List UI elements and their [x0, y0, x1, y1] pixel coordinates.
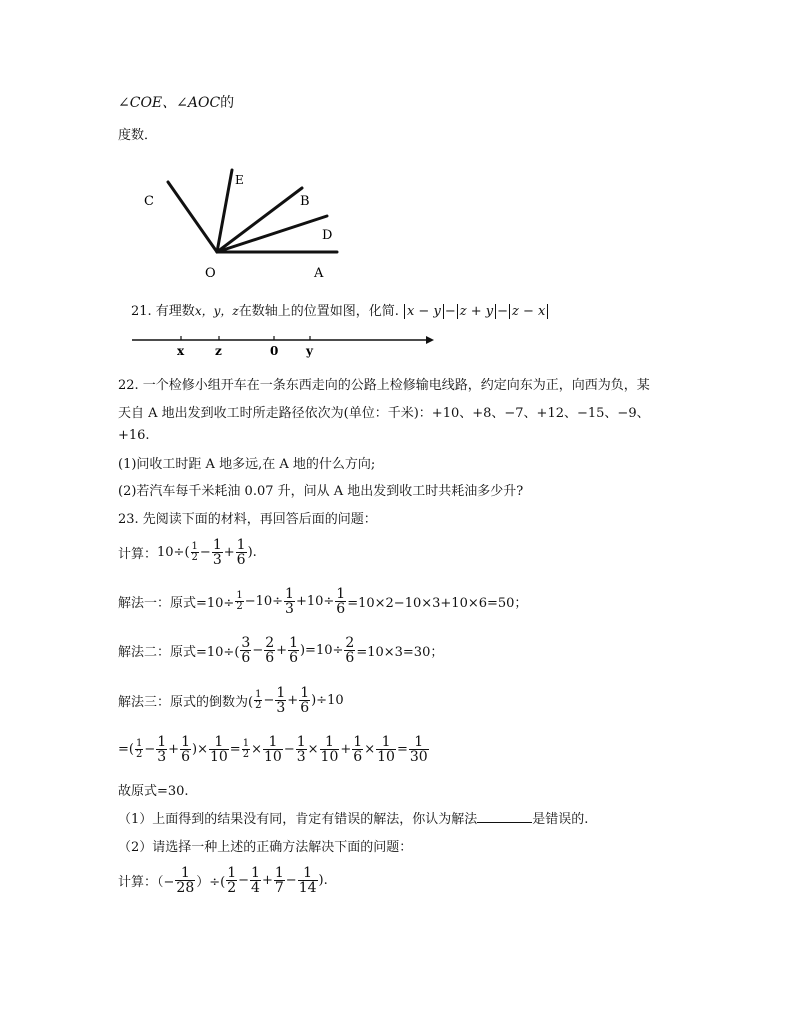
abs-z-minus-x: z − x — [509, 304, 548, 319]
frac-1-6: $\frac{1}{6}$ — [353, 734, 363, 765]
q23-method3-expansion: =( $\frac{1}{2}$ − $\frac{1}{3}$ + $\frac{1}{6}$ )× $\frac{1}{10}$ = $\frac{1}{2}$ × $\frac{1}{10}$ − $\frac{1}{3}$ × $\frac{1}{10}$ + $\frac{1}{6}$ × $\frac{1}{10}$ = $\frac{1}{30}$ — [118, 734, 428, 765]
q22-part1: (1)问收工时距 A 地多远,在 A 地的什么方向; — [118, 457, 376, 472]
q22-line3: +16. — [118, 428, 150, 443]
frac-1-6: $\frac{1}{6}$ — [236, 537, 246, 568]
m1-t2: −10÷ — [244, 594, 284, 609]
frac-1-2: $\frac{1}{2}$ — [236, 590, 243, 612]
frac-1-10: $\frac{1}{10}$ — [209, 734, 228, 765]
q20-de: 的 — [220, 95, 235, 111]
nl-label-x: x — [177, 344, 185, 358]
frac-1-7: $\frac{1}{7}$ — [274, 865, 284, 896]
calc-label: 计算： — [118, 547, 158, 562]
frac-1-2: $\frac{1}{2}$ — [191, 541, 198, 563]
ray-ob — [217, 188, 302, 252]
frac-1-2: $\frac{1}{2}$ — [135, 738, 143, 760]
frac-1-28: $\frac{1}{28}$ — [176, 865, 195, 896]
q20-line2: 度数． — [118, 128, 158, 143]
label-e: E — [235, 173, 244, 187]
m1-t4: =10×2−10×3+10×6=50； — [347, 596, 528, 611]
part1-a: （1）上面得到的结果没有同，肯定有错误的解法，你认为解法 — [118, 812, 478, 827]
q20-angles: ∠COE、∠AOC — [118, 95, 221, 111]
angle-figure — [130, 160, 360, 285]
q23-part2: （2）请选择一种上述的正确方法解决下面的问题： — [118, 840, 413, 855]
final-label: 计算：（− — [118, 875, 175, 890]
calc-prefix: 10÷( — [157, 545, 190, 560]
m3-t2: )÷10 — [311, 693, 344, 708]
frac-1-10: $\frac{1}{10}$ — [263, 734, 282, 765]
label-o: O — [205, 266, 216, 281]
q21-prefix: 21. 有理数 — [131, 304, 195, 319]
q23-method3: 解法三：原式的倒数为( $\frac{1}{2}$ − $\frac{1}{3}$ + $\frac{1}{6}$ )÷10 — [118, 685, 344, 716]
minus-1: − — [444, 304, 456, 319]
l4-open: =( — [118, 742, 134, 757]
frac-1-3: $\frac{1}{3}$ — [157, 734, 167, 765]
nl-label-zero: 0 — [270, 344, 279, 358]
frac-1-3: $\frac{1}{3}$ — [285, 586, 294, 617]
frac-1-3: $\frac{1}{3}$ — [276, 685, 286, 716]
q20-angles-line — [118, 92, 234, 112]
q23-final-calc: 计算：（− $\frac{1}{28}$ ）÷( $\frac{1}{2}$ − $\frac{1}{4}$ + $\frac{1}{7}$ − $\frac{1}{14}$ ). — [118, 865, 328, 896]
frac-1-10: $\frac{1}{10}$ — [377, 734, 395, 765]
m2-t2: )=10÷ — [299, 643, 344, 658]
answer-blank[interactable] — [477, 810, 532, 823]
frac-1-2: $\frac{1}{2}$ — [255, 689, 262, 711]
q22-line1: 22. 一个检修小组开车在一条东西走向的公路上检修输电线路，约定向东为正，向西为负，某 — [118, 378, 650, 393]
frac-1-3: $\frac{1}{3}$ — [212, 537, 222, 568]
frac-1-2: $\frac{1}{2}$ — [242, 738, 250, 760]
q21-line — [131, 300, 549, 319]
ray-oc — [168, 182, 217, 252]
m2-label: 解法二：原式=10÷( — [118, 645, 240, 660]
nl-label-z: z — [215, 344, 222, 358]
q23-method1 — [118, 587, 527, 616]
q23-conclusion: 故原式=30. — [118, 784, 189, 799]
calc-suffix: ). — [247, 545, 257, 560]
q22-line2: 天自 A 地出发到收工时所走路径依次为(单位：千米)：+10、+8、−7、+12、−15、−9、 — [118, 406, 650, 421]
frac-1-6: $\frac{1}{6}$ — [300, 685, 310, 716]
label-b: B — [300, 194, 310, 209]
q23-intro: 23. 先阅读下面的材料，再回答后面的问题： — [118, 512, 377, 527]
l4-eq: = — [229, 742, 241, 757]
final-end: ). — [318, 873, 328, 888]
frac-1-6: $\frac{1}{6}$ — [336, 586, 346, 617]
m1-t3: +10÷ — [295, 594, 335, 609]
frac-1-14: $\frac{1}{14}$ — [298, 865, 317, 896]
frac-1-6: $\frac{1}{6}$ — [181, 734, 190, 765]
frac-1-30: $\frac{1}{30}$ — [409, 734, 428, 765]
q23-method2: 解法二：原式=10÷( $\frac{3}{6}$ − $\frac{2}{6}$ + $\frac{1}{6}$ )=10÷ $\frac{2}{6}$ =10×3=30； — [118, 635, 444, 666]
minus-2: − — [497, 304, 508, 319]
frac-1-2: $\frac{1}{2}$ — [227, 865, 237, 896]
m2-t3: =10×3=30； — [356, 645, 444, 660]
abs-z-plus-y: z + y — [457, 304, 496, 319]
axis-arrow — [426, 336, 434, 344]
abs-x-minus-y: x − y — [404, 304, 444, 319]
ray-oe — [217, 170, 232, 252]
m1-label: 解法一：原式=10÷ — [118, 596, 235, 611]
q21-mid: 在数轴上的位置如图，化简. — [238, 304, 399, 319]
label-c: C — [144, 194, 154, 209]
label-a: A — [314, 266, 324, 281]
number-line — [130, 330, 440, 358]
frac-2-6: $\frac{2}{6}$ — [345, 635, 355, 666]
frac-1-4: $\frac{1}{4}$ — [251, 865, 260, 896]
l4-close: )× — [192, 742, 208, 757]
q21-vars: x，y，z — [194, 304, 239, 318]
m3-label: 解法三：原式的倒数为( — [118, 695, 254, 710]
frac-2-6: $\frac{2}{6}$ — [265, 635, 275, 666]
frac-1-3: $\frac{1}{3}$ — [296, 734, 306, 765]
q22-part2: (2)若汽车每千米耗油 0.07 升，问从 A 地出发到收工时共耗油多少升? — [118, 484, 524, 499]
q23-part1 — [118, 808, 588, 827]
ray-od — [217, 216, 327, 252]
frac-1-10: $\frac{1}{10}$ — [320, 734, 339, 765]
final-mid: ）÷( — [196, 875, 226, 890]
nl-label-y: y — [306, 344, 313, 358]
q23-calc: 计算： 10÷( $\frac{1}{2}$ − $\frac{1}{3}$ + $\frac{1}{6}$ ). — [118, 537, 257, 568]
frac-3-6: $\frac{3}{6}$ — [241, 635, 251, 666]
frac-1-6: $\frac{1}{6}$ — [289, 635, 298, 666]
part1-b: 是错误的. — [532, 812, 589, 827]
label-d: D — [322, 228, 333, 243]
